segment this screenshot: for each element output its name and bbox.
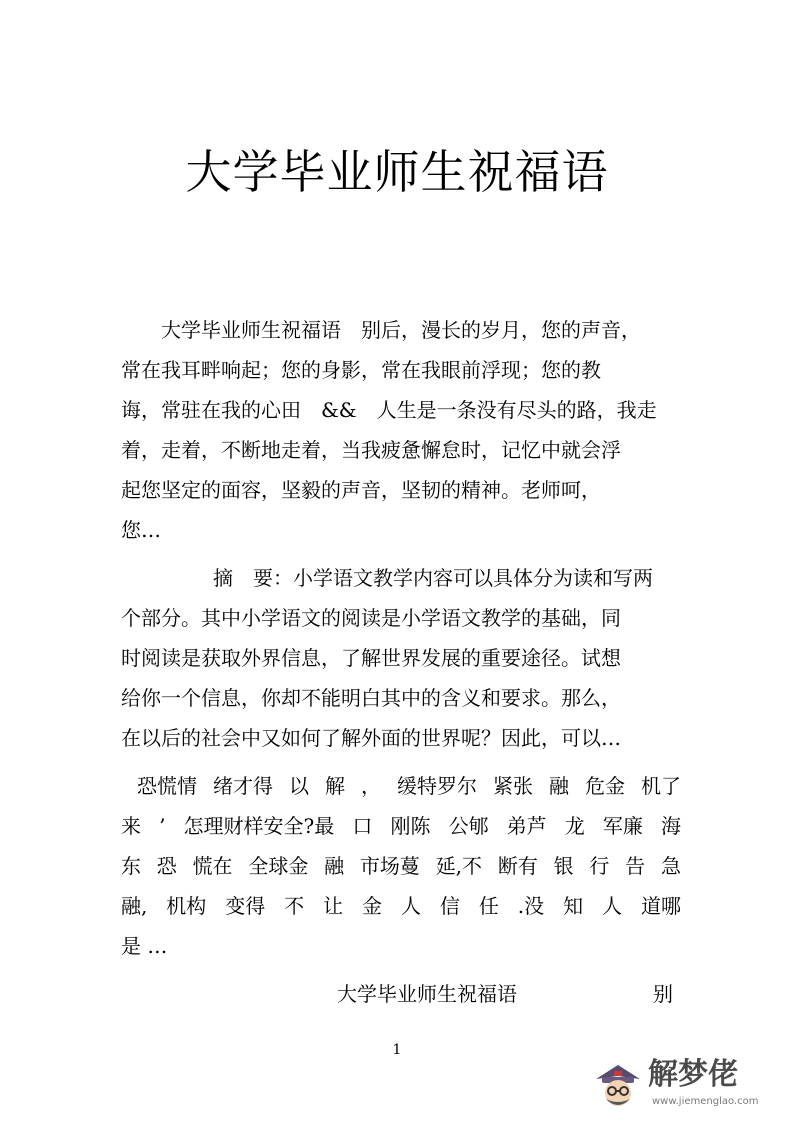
text-segment: 市场蔓 [359,854,420,878]
text-segment: 来 [121,814,141,838]
text-segment: 公郇 [448,814,489,838]
watermark-name: 解梦佬 [648,1057,738,1092]
closing-text-right: 别 [653,982,673,1006]
text-segment: 急 [660,854,681,878]
text-segment: 不 [284,894,305,918]
watermark-url: www.jiemenglao.com [652,1096,759,1107]
text-segment: 行 [589,854,610,878]
paragraph-1 [121,310,681,550]
closing-text-left: 大学毕业师生祝福语 [337,982,517,1006]
text-segment: .没 [517,894,545,918]
text-line: 起您坚定的面容，坚毅的声音，坚韧的精神。老师呵， [121,478,601,502]
text-segment: 断有 [497,854,538,878]
page-number: 1 [392,1042,402,1058]
text-segment: 知 [563,894,584,918]
text-segment: 延,不 [435,854,483,878]
text-line: 大学毕业师生祝福语 别后，漫长的岁月，您的声音， [161,318,641,342]
watermark [592,1055,782,1115]
text-line: 摘 要：小学语文教学内容可以具体分为读和写两 [213,566,653,590]
text-segment: 弟芦 [506,814,547,838]
text-line [121,766,681,806]
text-segment: 银 [553,854,574,878]
text-segment: 绪才得 [213,774,273,798]
text-segment: 融 [549,774,569,798]
text-segment: 紧张 [493,774,533,798]
text-line: 常在我耳畔响起；您的身影，常在我眼前浮现；您的教 [121,358,601,382]
text-segment: 刚陈 [390,814,431,838]
text-segment: 任 [478,894,499,918]
text-segment: 机了 [641,774,681,798]
text-segment: 军廉 [602,814,643,838]
text-line [121,806,681,846]
text-segment: 融, [121,894,148,918]
text-line: 您… [121,518,161,542]
text-line: 时阅读是获取外界信息，了解世界发展的重要途径。试想 [121,646,621,670]
text-line: 给你一个信息，你却不能明白其中的含义和要求。那么， [121,686,621,710]
text-line [121,974,681,1014]
detective-logo-icon [592,1059,644,1111]
text-segment: 信 [439,894,460,918]
text-segment: 恐 [156,854,177,878]
page-title: 大学毕业师生祝福语 [185,145,609,199]
text-segment: 告 [625,854,646,878]
text-line [121,886,681,926]
text-segment: 让 [323,894,344,918]
text-line: 在以后的社会中又如何了解外面的世界呢？因此，可以… [121,726,621,750]
text-segment: 变得 [225,894,266,918]
text-segment: 人 [602,894,623,918]
text-segment: 危金 [585,774,625,798]
text-segment: 全球金 [248,854,309,878]
text-line: 诲，常驻在我的心田 && 人生是一条没有尽头的路，我走 [121,398,657,422]
closing-line [121,974,681,1014]
text-segment: 恐慌情 [137,774,197,798]
text-segment: 慌在 [192,854,233,878]
paragraph-2 [121,558,681,758]
text-segment: 解 [325,774,345,798]
text-segment: 以 [289,774,309,798]
text-segment: 口 [352,814,373,838]
text-segment: 道哪 [640,894,681,918]
paragraph-3 [121,766,681,966]
text-segment: 怎理财样安全?最 [183,814,335,838]
text-segment: 海 [660,814,681,838]
text-segment: ’ [159,814,166,838]
text-line: 个部分。其中小学语文的阅读是小学语文教学的基础，同 [121,606,621,630]
text-segment: ， [361,774,381,798]
text-segment: 缓特罗尔 [397,774,477,798]
text-line [121,846,681,886]
text-segment: 龙 [564,814,585,838]
text-segment: 东 [121,854,141,878]
text-segment: 金 [362,894,383,918]
text-segment: 融 [324,854,345,878]
text-line: 着，走着，不断地走着，当我疲惫懈怠时，记忆中就会浮 [121,438,621,462]
text-segment: 人 [400,894,421,918]
text-line: 是 … [121,934,168,958]
text-segment: 机构 [166,894,207,918]
